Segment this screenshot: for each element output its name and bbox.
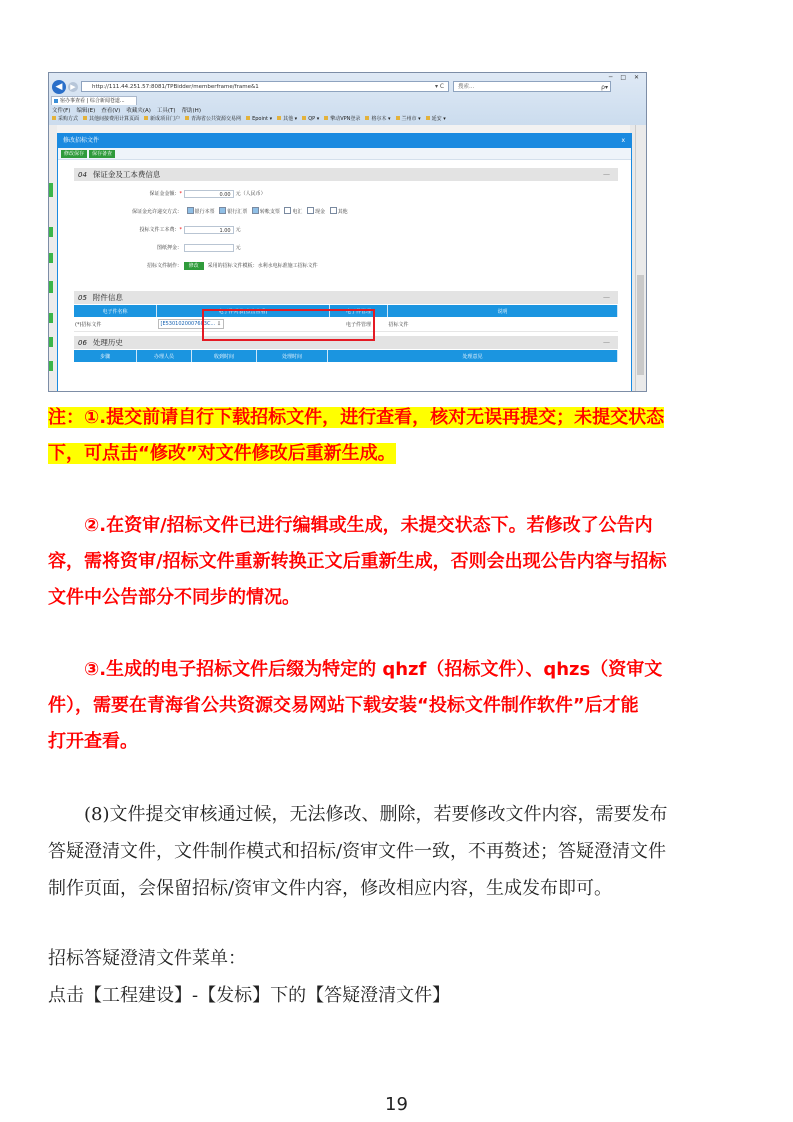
checkbox-label: 其他 <box>337 209 348 215</box>
checkbox[interactable] <box>307 207 314 214</box>
column-header: 电子件名称 <box>74 305 157 317</box>
drawing-input[interactable] <box>184 244 234 252</box>
checkbox[interactable] <box>187 207 194 214</box>
search-placeholder: 搜索... <box>458 84 475 90</box>
make-label: 招标文件制作： <box>146 263 182 269</box>
drawing-label: 图纸押金： <box>156 245 182 251</box>
favorite-item[interactable]: 其他间接费用计算页面 <box>83 116 139 122</box>
section-number: 05 <box>78 294 87 302</box>
column-header: 办理人员 <box>137 350 192 362</box>
web-page <box>49 125 646 391</box>
collapse-icon[interactable]: — <box>603 170 610 178</box>
favorite-item[interactable]: 延安 ▾ <box>426 116 446 122</box>
column-header: 电子件列表(点击查看) <box>157 305 330 317</box>
menu-title: 招标答疑澄清文件菜单： <box>48 948 246 969</box>
menu-help[interactable]: 帮助(H) <box>181 108 201 114</box>
edit-bid-document-dialog <box>57 133 632 392</box>
menu-file[interactable]: 文件(F) <box>52 108 71 114</box>
note-2-line-3: 文件中公告部分不同步的情况。 <box>48 587 300 608</box>
note-2 <box>48 508 667 616</box>
menu-instructions <box>48 940 450 1014</box>
menu-edit[interactable]: 编辑(E) <box>76 108 96 114</box>
checkbox[interactable] <box>330 207 337 214</box>
fee-unit: 元 <box>235 227 241 233</box>
favorite-item[interactable]: 青海省公共资源交易网 <box>185 116 241 122</box>
checkbox-label: 银行汇票 <box>227 209 248 215</box>
note-1-line-2: 下，可点击“修改”对文件修改后重新生成。 <box>48 443 396 464</box>
modify-button[interactable]: 修改 <box>184 262 204 270</box>
highlight-box <box>202 309 375 341</box>
page-scrollbar[interactable] <box>635 125 646 391</box>
section-title: 处理历史 <box>92 338 123 347</box>
document-make-row <box>74 261 318 271</box>
close-icon[interactable]: x <box>621 137 625 144</box>
paragraph-line: (8)文件提交审核通过候，无法修改、删除，若要修改文件内容，需要发布 <box>84 804 668 825</box>
save-changes-button[interactable]: 修改保存 <box>61 150 87 158</box>
section-04-header[interactable] <box>74 168 618 181</box>
column-header: 收到时间 <box>192 350 257 362</box>
checkbox[interactable] <box>219 207 226 214</box>
attachment-description: 招标文件 <box>388 317 618 332</box>
fee-input[interactable]: 1.00 <box>184 226 234 234</box>
scrollbar-thumb[interactable] <box>637 275 644 375</box>
column-header: 处理意见 <box>328 350 618 362</box>
collapse-icon[interactable]: — <box>603 338 610 346</box>
checkbox-label: 电汇 <box>292 209 303 215</box>
search-box[interactable] <box>453 81 611 92</box>
dialog-title: 修改招标文件 <box>63 137 100 144</box>
favorite-item[interactable]: QP ▾ <box>302 116 319 122</box>
address-bar[interactable]: http://111.44.251.57:8081/TPBidder/memberframe/frame&1 <box>81 81 449 92</box>
attachment-file-link[interactable]: [E5301020007603C... <box>160 321 216 327</box>
section-title: 附件信息 <box>92 293 123 302</box>
checkbox-label: 转帐支票 <box>259 209 280 215</box>
column-header: 电子件管理 <box>330 305 388 317</box>
fee-label: 投标文件工本费：* <box>139 227 182 233</box>
paragraph-8 <box>48 796 668 907</box>
favorite-item[interactable]: 其他 ▾ <box>277 116 297 122</box>
note-3-line-2: 件），需要在青海省公共资源交易网站下载安装“投标文件制作软件”后才能 <box>48 695 639 716</box>
checkbox[interactable] <box>284 207 291 214</box>
browser-chrome <box>49 73 646 125</box>
deposit-row <box>74 189 266 199</box>
favorite-item[interactable]: 采购方式 <box>52 116 78 122</box>
menu-view[interactable]: 查看(V) <box>101 108 121 114</box>
favorite-item[interactable]: 兰州市 ▾ <box>396 116 421 122</box>
browser-tab[interactable]: 宿办事查看 | 综合新闻苍道... <box>51 96 137 105</box>
template-note: 采用的招标文件模板：水利水电标准施工招标文件 <box>207 263 318 269</box>
section-number: 06 <box>78 339 87 347</box>
deposit-form <box>74 181 618 287</box>
save-for-record-button[interactable]: 保存备查 <box>89 150 115 158</box>
history-table <box>74 350 618 362</box>
back-arrow-icon[interactable]: ◀ <box>52 80 66 94</box>
fee-row <box>74 225 241 235</box>
menu-bar <box>52 106 207 114</box>
deposit-input[interactable]: 0.00 <box>184 190 234 198</box>
drawing-deposit-row <box>74 243 241 253</box>
favorite-item[interactable]: 新成项目门户 <box>144 116 180 122</box>
note-3-line-1: ③.生成的电子招标文件后缀为特定的 qhzf（招标文件）、qhzs（资审文 <box>84 659 663 680</box>
dialog-title-bar <box>58 134 631 148</box>
menu-favorites[interactable]: 收藏夹(A) <box>126 108 151 114</box>
refresh-icon[interactable]: ▾ C <box>435 83 445 90</box>
paragraph-line: 答疑澄清文件，文件制作模式和招标/资审文件一致，不再赘述；答疑澄清文件 <box>48 841 667 862</box>
column-header: 说明 <box>388 305 618 317</box>
page-number: 19 <box>385 1094 408 1115</box>
payment-methods-row <box>74 207 348 217</box>
deposit-label: 保证金金额：* <box>149 191 182 197</box>
left-nav-strip <box>49 125 57 391</box>
note-3 <box>48 652 662 760</box>
checkbox-label: 银行本票 <box>194 209 215 215</box>
search-icon[interactable]: ρ▾ <box>601 84 608 91</box>
deposit-unit: 元（人民币） <box>235 191 266 197</box>
checkbox-label: 现金 <box>315 209 326 215</box>
note-1 <box>48 400 664 472</box>
column-header: 步骤 <box>74 350 137 362</box>
attachment-manage-link[interactable]: 电子件管理 <box>330 317 388 332</box>
dialog-toolbar <box>58 148 631 160</box>
section-number: 04 <box>78 171 87 179</box>
menu-tools[interactable]: 工具(T) <box>156 108 176 114</box>
attachment-name: (*)招标文件 <box>74 317 157 332</box>
section-05-header[interactable] <box>74 291 618 304</box>
favorite-item[interactable]: Epoint ▾ <box>246 116 272 122</box>
download-icon[interactable]: ⇩ <box>216 321 222 327</box>
favorite-item[interactable]: 格尔木 ▾ <box>365 116 390 122</box>
note-2-line-1: ②.在资审/招标文件已进行编辑或生成，未提交状态下。若修改了公告内 <box>84 515 653 536</box>
menu-path: 点击【工程建设】-【发标】下的【答疑澄清文件】 <box>48 985 451 1006</box>
note-1-line-1: 注：①.提交前请自行下载招标文件，进行查看，核对无误再提交；未提交状态 <box>48 407 665 428</box>
paragraph-line: 制作页面，会保留招标/资审文件内容，修改相应内容，生成发布即可。 <box>48 878 613 899</box>
payment-label: 保证金允许递交方式： <box>131 209 182 215</box>
forward-arrow-icon[interactable]: ▶ <box>68 82 78 92</box>
note-3-line-3: 打开查看。 <box>48 731 138 752</box>
favorites-bar <box>52 115 451 122</box>
column-header: 处理时间 <box>257 350 328 362</box>
section-title: 保证金及工本费信息 <box>92 170 161 179</box>
table-header-row <box>74 350 618 362</box>
checkbox[interactable] <box>252 207 259 214</box>
note-2-line-2: 容，需将资审/招标文件重新转换正文后重新生成，否则会出现公告内容与招标 <box>48 551 667 572</box>
favorite-item[interactable]: 擎动VPN登录 <box>324 116 360 122</box>
window-controls-icon[interactable]: ─ □ ✕ <box>608 74 642 81</box>
drawing-unit: 元 <box>235 245 241 251</box>
collapse-icon[interactable]: — <box>603 293 610 301</box>
browser-screenshot <box>48 72 647 392</box>
